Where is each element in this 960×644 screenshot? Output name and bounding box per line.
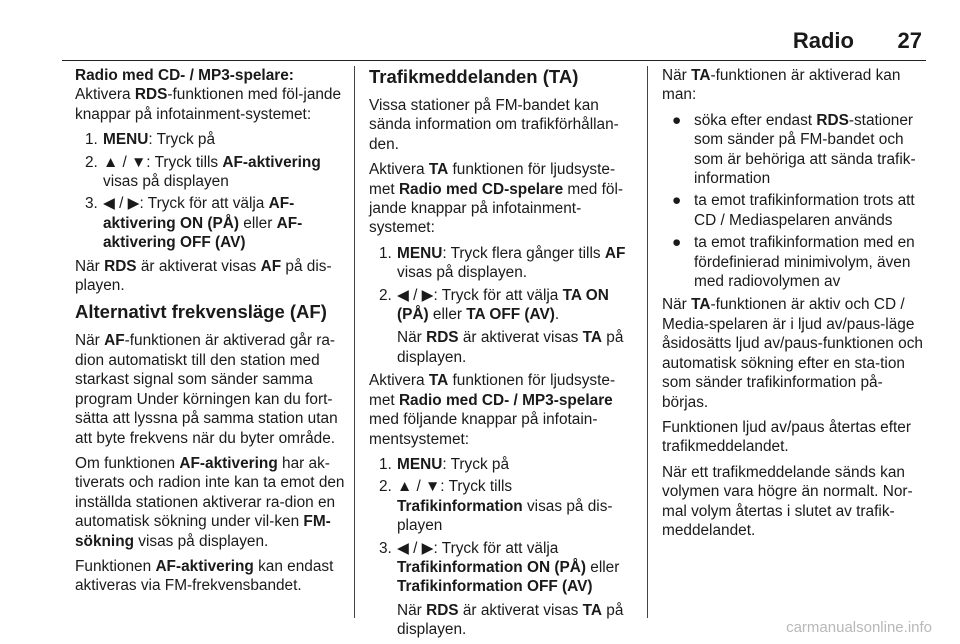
paragraph-ta-mp3 bbox=[369, 371, 633, 449]
bullet-text bbox=[694, 191, 928, 230]
text-run: med följande knappar på infotain-mentsystemet: bbox=[369, 411, 598, 448]
paragraph-ta-intro bbox=[369, 96, 633, 154]
bold-term: RDS bbox=[134, 86, 168, 104]
bold-term: AF-aktivering ON (PÅ) bbox=[103, 195, 295, 232]
page-number: 27 bbox=[897, 28, 922, 53]
step-text bbox=[397, 286, 633, 325]
text-run: Vissa stationer på FM-bandet kan sända information om trafikförhållan-den. bbox=[369, 97, 619, 153]
bullet-icon: ● bbox=[672, 192, 682, 210]
text-run: När bbox=[397, 601, 427, 619]
step-number: 2. bbox=[379, 286, 392, 304]
subheading-cd-mp3: Radio med CD- / MP3-spelare: bbox=[75, 67, 294, 84]
text-run: När ett trafikmeddelande sänds kan volymen vara högre än normalt. Nor-mal volym återtas i slutet av trafik-meddelandet. bbox=[662, 463, 913, 539]
text-run: När bbox=[75, 332, 105, 350]
text-run: : Tryck flera gånger tills bbox=[442, 244, 605, 262]
column-divider bbox=[354, 66, 355, 618]
text-run: Om funktionen bbox=[75, 454, 180, 472]
step-text bbox=[397, 455, 633, 474]
paragraph-ta-active bbox=[662, 295, 928, 411]
bold-term: TA bbox=[582, 329, 602, 347]
text-run: -stationer som sänder på FM-bandet och som är behöriga att sända trafik-information bbox=[694, 111, 916, 188]
column-3 bbox=[662, 66, 928, 546]
page-header bbox=[62, 20, 926, 61]
text-run: Aktivera bbox=[369, 161, 429, 179]
text-run: Aktivera bbox=[75, 86, 135, 104]
paragraph-af-search bbox=[75, 454, 345, 551]
bold-term: TA bbox=[691, 296, 711, 314]
text-run: ◀ / ▶: Tryck för att välja bbox=[397, 286, 563, 304]
bold-term: AF bbox=[104, 332, 125, 350]
text-run: kan endast aktiveras via FM-frekvensbandet. bbox=[75, 557, 334, 595]
bold-term: AF bbox=[260, 257, 282, 275]
step-text bbox=[397, 539, 633, 597]
bold-term: MENU bbox=[103, 131, 149, 149]
text-run: ta emot trafikinformation med en fördefinierad minimivolym, även med radiovolymen av bbox=[694, 234, 915, 291]
step-text bbox=[103, 194, 345, 252]
text-run: på displayen. bbox=[397, 329, 624, 366]
text-run: ◀ / ▶: Tryck för att välja bbox=[397, 539, 559, 557]
text-run: eller bbox=[585, 558, 620, 576]
step-item bbox=[369, 286, 633, 368]
bold-term: RDS bbox=[816, 111, 849, 129]
text-run: Funktionen ljud av/paus återtas efter trafikmeddelandet. bbox=[662, 418, 911, 456]
text-run: -funktionen är aktiverad går ra-dion automatiskt till den station med starkast signal som sänder samma program Under körningen kan du fort-sätta att lyssna på samma station utan att byte frekvens när du byter område. bbox=[75, 332, 338, 447]
column-2 bbox=[369, 66, 633, 644]
step-number: 3. bbox=[379, 539, 392, 557]
paragraph-ta-cd bbox=[369, 160, 633, 238]
text-run: på displayen. bbox=[397, 601, 624, 639]
bold-term: TA bbox=[428, 372, 449, 390]
text-run: : Tryck på bbox=[148, 131, 216, 149]
bold-term: AF-aktivering OFF (AV) bbox=[103, 214, 303, 252]
step-text bbox=[103, 153, 345, 192]
step-item bbox=[369, 477, 633, 535]
bold-term: RDS bbox=[426, 329, 459, 347]
bullet-item bbox=[662, 111, 928, 189]
step-note bbox=[397, 328, 633, 367]
step-note bbox=[397, 601, 633, 640]
bullet-icon: ● bbox=[672, 234, 682, 252]
bold-term: TA bbox=[582, 601, 602, 619]
step-number: 1. bbox=[379, 455, 392, 473]
bold-term: TA ON (PÅ) bbox=[397, 286, 609, 324]
step-text bbox=[103, 130, 345, 149]
text-run: med föl-jande knappar på infotainment-systemet: bbox=[369, 180, 624, 237]
text-run: När bbox=[662, 67, 692, 84]
bullet-item bbox=[662, 191, 928, 230]
step-list bbox=[369, 244, 633, 367]
text-run: När bbox=[397, 329, 427, 347]
paragraph-rds-intro bbox=[75, 85, 345, 124]
text-run: När bbox=[75, 257, 105, 275]
text-run: visas på dis-playen bbox=[397, 497, 613, 535]
text-run: eller bbox=[238, 214, 277, 232]
step-number: 1. bbox=[379, 244, 392, 262]
heading-traffic-announcements: Trafikmeddelanden (TA) bbox=[369, 66, 579, 87]
step-number: 3. bbox=[85, 195, 98, 213]
text-run: visas på displayen bbox=[103, 173, 229, 191]
step-item bbox=[75, 153, 345, 192]
step-item bbox=[75, 130, 345, 149]
bold-term: Trafikinformation OFF (AV) bbox=[397, 578, 593, 596]
bold-term: AF-aktivering bbox=[179, 454, 278, 472]
paragraph-rds-display bbox=[75, 257, 345, 296]
bold-term: Trafikinformation bbox=[397, 497, 523, 515]
text-run: ▲ / ▼: Tryck tills bbox=[103, 153, 223, 171]
bullet-text bbox=[694, 111, 928, 189]
section-title: Radio bbox=[792, 28, 854, 53]
bullet-item bbox=[662, 233, 928, 291]
paragraph-af-description bbox=[75, 331, 345, 447]
bold-term: AF-aktivering bbox=[222, 153, 321, 171]
step-text bbox=[397, 477, 633, 535]
text-run: är aktiverat visas bbox=[136, 257, 261, 275]
step-number: 2. bbox=[85, 153, 98, 171]
text-run: visas på displayen. bbox=[134, 532, 269, 550]
text-run: : Tryck på bbox=[442, 455, 510, 473]
bold-term: Radio med CD-spelare bbox=[398, 180, 564, 198]
bold-term: FM-sökning bbox=[75, 513, 331, 550]
bold-term: Trafikinformation ON (PÅ) bbox=[397, 558, 586, 576]
step-item bbox=[75, 194, 345, 252]
bold-term: TA OFF (AV) bbox=[466, 306, 555, 324]
text-run: är aktiverat visas bbox=[458, 601, 583, 619]
bold-term: RDS bbox=[104, 257, 137, 275]
column-1 bbox=[75, 66, 345, 602]
text-run: på dis-playen. bbox=[75, 257, 332, 295]
bold-term: TA bbox=[428, 161, 449, 179]
bullet-icon: ● bbox=[672, 111, 682, 129]
text-run: söka efter endast bbox=[694, 111, 817, 129]
bold-term: RDS bbox=[426, 601, 459, 619]
text-run: eller bbox=[428, 306, 467, 324]
step-number: 1. bbox=[85, 131, 98, 149]
text-run: -funktionen med föl-jande knappar på infotainment-systemet: bbox=[75, 86, 342, 123]
text-run: ta emot trafikinformation trots att CD / Mediaspelaren används bbox=[694, 192, 915, 229]
text-run: ▲ / ▼: Tryck tills bbox=[397, 478, 513, 496]
text-run: funktionen för ljudsyste-met bbox=[369, 161, 616, 198]
bold-term: AF-aktivering bbox=[155, 557, 254, 575]
text-run: ◀ / ▶: Tryck för att välja bbox=[103, 195, 269, 213]
step-list bbox=[75, 130, 345, 252]
bold-term: TA bbox=[691, 67, 711, 84]
bold-term: Radio med CD- / MP3-spelare bbox=[398, 391, 613, 409]
bold-term: AF bbox=[604, 244, 626, 262]
paragraph-ta-resume bbox=[662, 418, 928, 457]
step-text bbox=[397, 244, 633, 283]
text-run: -funktionen är aktiv och CD / Media-spelaren är i ljud av/paus-läge åsidosätts ljud av/paus-funktionen och automatisk sökning efter en sta-tion som sänder trafikinformation på-börjas. bbox=[662, 296, 923, 411]
text-run: funktionen för ljudsyste-met bbox=[369, 372, 616, 409]
text-run: har ak-tiverats och radion inte kan ta emot den inställda stationen aktiverar ra-dion en automatisk sökning under vil-ken bbox=[75, 454, 345, 531]
step-item bbox=[369, 539, 633, 640]
step-list bbox=[369, 455, 633, 640]
watermark: carmanualsonline.info bbox=[786, 619, 932, 636]
paragraph-ta-volume bbox=[662, 463, 928, 541]
step-item bbox=[369, 244, 633, 283]
text-run: -funktionen är aktiverad kan man: bbox=[662, 67, 901, 104]
bullet-list bbox=[662, 111, 928, 292]
text-run: . bbox=[554, 306, 560, 324]
step-number: 2. bbox=[379, 478, 392, 496]
paragraph-af-fm-only bbox=[75, 557, 345, 596]
heading-af-mode: Alternativt frekvensläge (AF) bbox=[75, 301, 327, 323]
bullet-text bbox=[694, 233, 928, 291]
text-run: När bbox=[662, 296, 692, 314]
paragraph-ta-capabilities bbox=[662, 66, 928, 105]
text-run: Funktionen bbox=[75, 557, 156, 575]
text-run: är aktiverat visas bbox=[458, 329, 583, 347]
bold-term: MENU bbox=[397, 455, 443, 473]
step-item bbox=[369, 455, 633, 474]
text-run: visas på displayen. bbox=[397, 264, 528, 282]
text-run: Aktivera bbox=[369, 372, 429, 390]
column-divider bbox=[647, 66, 648, 618]
bold-term: MENU bbox=[397, 244, 443, 262]
